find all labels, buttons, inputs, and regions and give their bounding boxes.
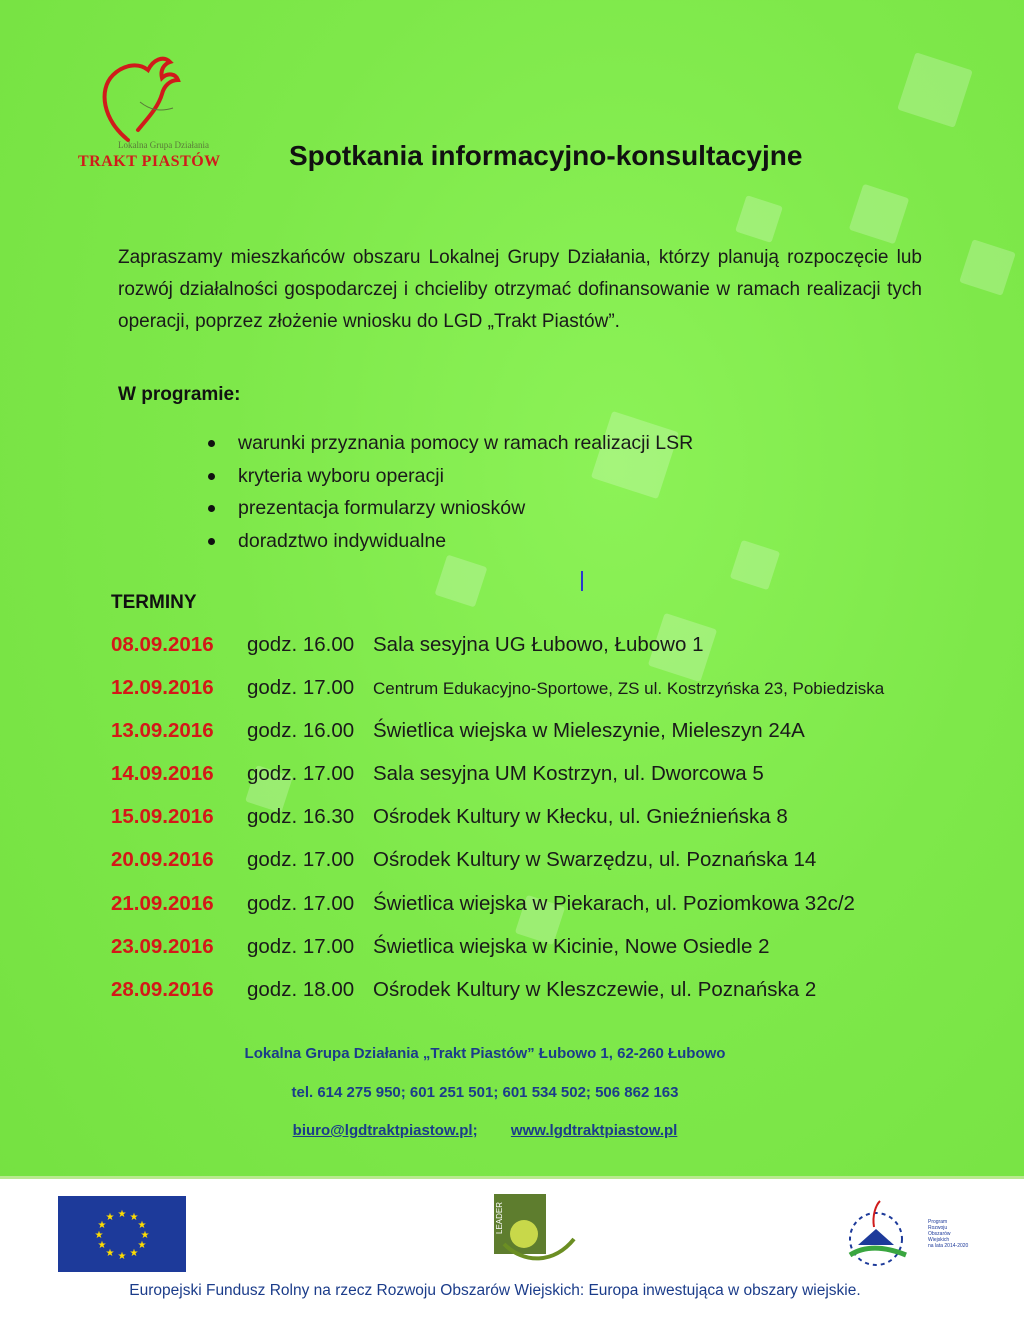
prow-line: na lata 2014-2020 xyxy=(928,1243,969,1249)
website-link[interactable]: www.lgdtraktpiastow.pl xyxy=(510,1122,678,1139)
term-date: 23.09.2016 xyxy=(111,935,214,958)
eafrd-caption: Europejski Fundusz Rolny na rzecz Rozwoju Obszarów Wiejskich: Europa inwestująca w obszary wiejskie. xyxy=(129,1282,861,1299)
prow-logo xyxy=(836,1199,976,1269)
term-place: Ośrodek Kultury w Swarzędzu, ul. Poznańska 14 xyxy=(373,848,817,871)
svg-text:★: ★ xyxy=(140,1230,150,1241)
program-item: kryteria wyboru operacji xyxy=(205,460,693,493)
program-heading: W programie: xyxy=(118,384,241,405)
svg-text:★: ★ xyxy=(137,1240,147,1251)
term-hour: godz. 16.30 xyxy=(247,805,355,828)
term-place: Świetlica wiejska w Piekarach, ul. Poziomkowa 32c/2 xyxy=(373,892,855,915)
term-date: 12.09.2016 xyxy=(111,676,214,699)
footer-contact xyxy=(0,1122,970,1139)
program-list xyxy=(205,427,693,557)
term-hour: godz. 17.00 xyxy=(247,892,355,915)
prow-line: Rozwoju xyxy=(928,1225,948,1231)
term-place: Świetlica wiejska w Kicinie, Nowe Osiedle 2 xyxy=(373,935,770,958)
eu-flag-icon xyxy=(58,1196,186,1272)
svg-text:★: ★ xyxy=(129,1248,139,1259)
lgd-logo xyxy=(78,50,228,180)
prow-line: Program xyxy=(928,1219,948,1225)
term-hour: godz. 17.00 xyxy=(247,935,355,958)
footer-address: Lokalna Grupa Działania „Trakt Piastów” Łubowo 1, 62-260 Łubowo xyxy=(244,1045,726,1062)
bg-square xyxy=(435,555,488,608)
email-link[interactable]: biuro@lgdtraktpiastow.pl xyxy=(292,1122,473,1139)
term-place: Centrum Edukacyjno-Sportowe, ZS ul. Kostrzyńska 23, Pobiedziska xyxy=(373,679,885,698)
svg-text:★: ★ xyxy=(97,1220,107,1231)
bg-square xyxy=(730,540,780,590)
term-date: 28.09.2016 xyxy=(111,978,214,1001)
svg-text:★: ★ xyxy=(117,1251,127,1262)
svg-text:★: ★ xyxy=(129,1212,139,1223)
prow-emblem-icon xyxy=(836,1199,926,1269)
term-hour: godz. 17.00 xyxy=(247,848,355,871)
program-item: warunki przyznania pomocy w ramach realizacji LSR xyxy=(205,427,693,460)
program-item: doradztwo indywidualne xyxy=(205,525,693,558)
term-place: Sala sesyjna UG Łubowo, Łubowo 1 xyxy=(373,633,704,656)
svg-text:★: ★ xyxy=(94,1230,104,1241)
bg-square xyxy=(959,239,1016,296)
funding-logos-band xyxy=(0,1176,1024,1334)
svg-text:★: ★ xyxy=(105,1248,115,1259)
leader-logo-icon xyxy=(494,1194,578,1278)
logo-name: TRAKT PIASTÓW xyxy=(78,153,221,170)
svg-text:★: ★ xyxy=(117,1209,127,1220)
bg-square xyxy=(897,52,973,128)
term-hour: godz. 16.00 xyxy=(247,719,355,742)
prow-text xyxy=(928,1219,968,1249)
term-place: Ośrodek Kultury w Kłecku, ul. Gnieźnieńska 8 xyxy=(373,805,788,828)
svg-text:★: ★ xyxy=(105,1212,115,1223)
prow-line: Obszarów xyxy=(928,1231,951,1237)
footer-phones: tel. 614 275 950; 601 251 501; 601 534 502; 506 862 163 xyxy=(291,1084,679,1101)
term-date: 15.09.2016 xyxy=(111,805,214,828)
bg-square xyxy=(849,184,909,244)
terms-heading: TERMINY xyxy=(111,592,197,613)
term-date: 21.09.2016 xyxy=(111,892,214,915)
term-hour: godz. 17.00 xyxy=(247,676,355,699)
term-hour: godz. 17.00 xyxy=(247,762,355,785)
svg-text:★: ★ xyxy=(137,1220,147,1231)
term-place: Świetlica wiejska w Mieleszynie, Mieleszyn 24A xyxy=(373,719,805,742)
text-cursor xyxy=(581,571,583,591)
leader-label: LEADER xyxy=(495,1201,504,1234)
term-hour: godz. 16.00 xyxy=(247,633,355,656)
term-hour: godz. 18.00 xyxy=(247,978,355,1001)
term-date: 20.09.2016 xyxy=(111,848,214,871)
term-date: 14.09.2016 xyxy=(111,762,214,785)
term-place: Sala sesyjna UM Kostrzyn, ul. Dworcowa 5 xyxy=(373,762,764,785)
contact-separator: ; xyxy=(472,1122,478,1139)
svg-text:★: ★ xyxy=(97,1240,107,1251)
term-place: Ośrodek Kultury w Kleszczewie, ul. Poznańska 2 xyxy=(373,978,817,1001)
term-date: 08.09.2016 xyxy=(111,633,214,656)
logo-subtitle: Lokalna Grupa Działania xyxy=(118,140,209,150)
term-date: 13.09.2016 xyxy=(111,719,214,742)
bg-square xyxy=(735,195,783,243)
prow-line: Wiejskich xyxy=(928,1237,950,1243)
page-title: Spotkania informacyjno-konsultacyjne xyxy=(289,140,803,171)
program-item: prezentacja formularzy wniosków xyxy=(205,492,693,525)
intro-paragraph: Zapraszamy mieszkańców obszaru Lokalnej Grupy Działania, którzy planują rozpoczęcie lub rozwój działalności gospodarczej i chcieliby otrzymać dofinansowanie w ramach realizacji tych operacji, poprzez złożenie wniosku do LGD „Trakt Piastów”. xyxy=(118,247,922,332)
eagle-logo-icon xyxy=(98,50,188,145)
